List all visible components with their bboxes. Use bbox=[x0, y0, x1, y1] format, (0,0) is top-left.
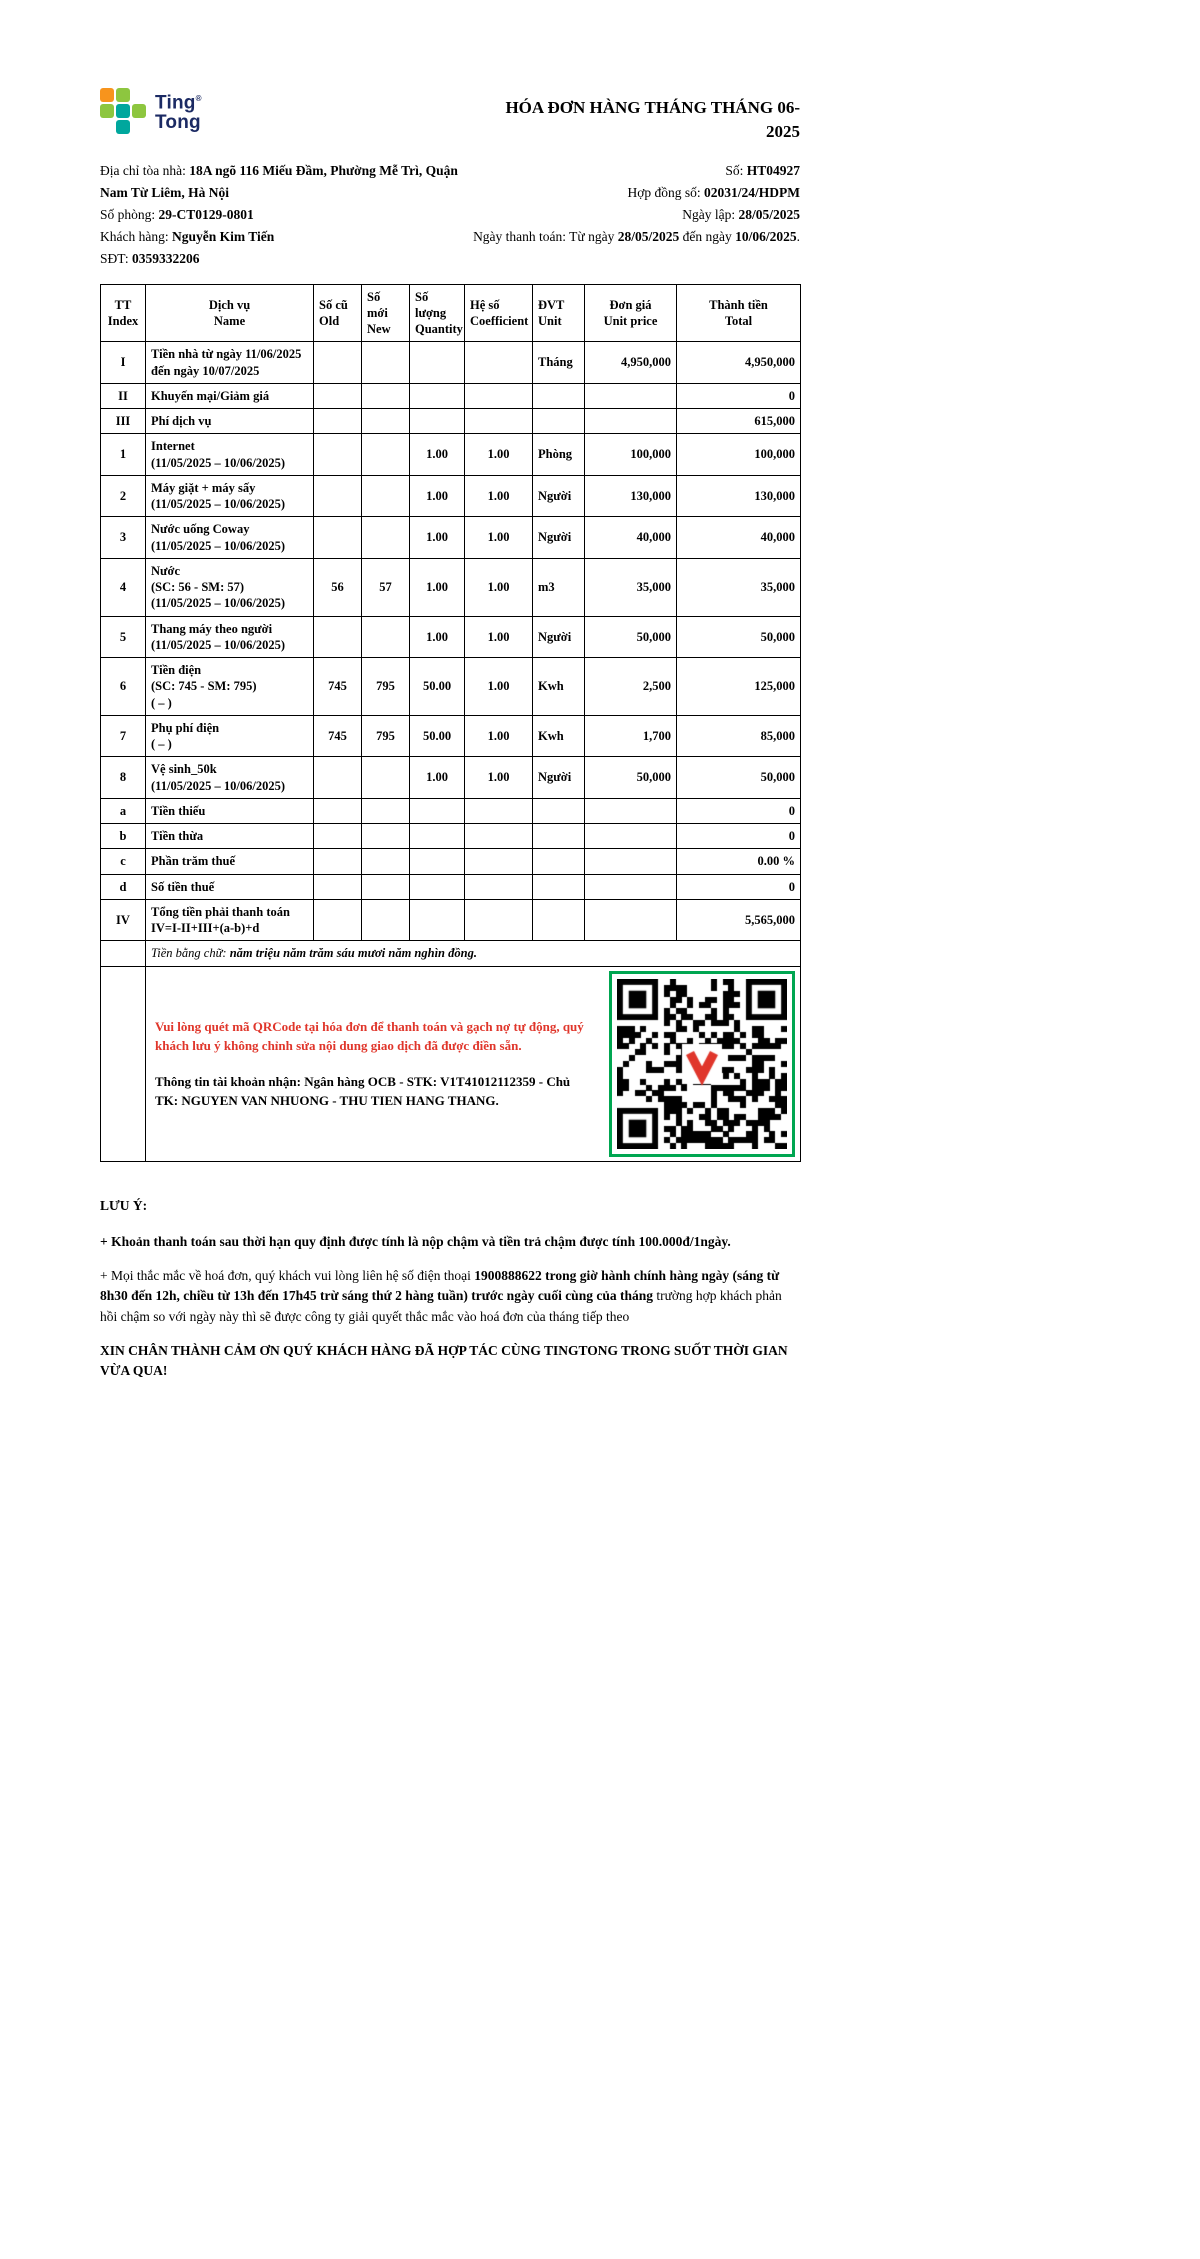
cell-coeff: 1.00 bbox=[465, 757, 533, 799]
column-header-total: Thành tiền Total bbox=[677, 284, 801, 342]
cell-unit bbox=[533, 849, 585, 874]
name-line: Tiền điện bbox=[151, 663, 202, 678]
name-line: (11/05/2025 – 10/06/2025) bbox=[151, 596, 286, 611]
cell-new bbox=[362, 849, 410, 874]
cell-unit: Phòng bbox=[533, 434, 585, 476]
service-row-7 bbox=[101, 715, 801, 757]
cell-price bbox=[585, 383, 677, 408]
cell-name bbox=[146, 757, 314, 799]
text-segment: Nguyễn Kim Tiến bbox=[171, 228, 275, 244]
info-line bbox=[473, 160, 800, 182]
payment-text bbox=[151, 1017, 595, 1111]
cell-name bbox=[146, 342, 314, 384]
cell-old bbox=[314, 342, 362, 384]
text-segment: 02031/24/HDPM bbox=[704, 184, 800, 200]
text-segment: Khách hàng: bbox=[100, 228, 172, 244]
cell-qty bbox=[410, 824, 465, 849]
cell-total: 0 bbox=[677, 824, 801, 849]
text-segment: 29-CT0129-0801 bbox=[158, 206, 254, 222]
cell-new: 57 bbox=[362, 558, 410, 616]
cell-old: 745 bbox=[314, 715, 362, 757]
text-segment: HT04927 bbox=[746, 162, 800, 178]
logo-pixel bbox=[116, 104, 130, 118]
cell-coeff: 1.00 bbox=[465, 658, 533, 716]
info-line bbox=[473, 226, 800, 248]
text-segment: + Mọi thắc mắc về hoá đơn, quý khách vui lòng liên hệ số điện thoại bbox=[100, 1268, 475, 1284]
table-header-row bbox=[101, 284, 801, 342]
cell-unit: Người bbox=[533, 517, 585, 559]
notes-section bbox=[100, 1196, 800, 1382]
cell-tt: II bbox=[101, 383, 146, 408]
cell-coeff bbox=[465, 899, 533, 941]
payment-qr-frame bbox=[609, 971, 795, 1157]
cell-price: 2,500 bbox=[585, 658, 677, 716]
cell-price: 35,000 bbox=[585, 558, 677, 616]
brand-bottom: Tong bbox=[155, 112, 201, 134]
text-segment: Số phòng: bbox=[100, 206, 159, 222]
text-segment: đến ngày bbox=[679, 228, 736, 244]
info-line bbox=[473, 204, 800, 226]
tingtong-logo-icon bbox=[100, 88, 146, 134]
cell-qty: 1.00 bbox=[410, 757, 465, 799]
page-title: HÓA ĐƠN HÀNG THÁNG THÁNG 06-2025 bbox=[505, 98, 800, 141]
note-item bbox=[100, 1232, 800, 1252]
cell-price bbox=[585, 824, 677, 849]
service-row-6 bbox=[101, 658, 801, 716]
cell-unit: Kwh bbox=[533, 715, 585, 757]
cell-tt: c bbox=[101, 849, 146, 874]
service-row-8 bbox=[101, 757, 801, 799]
text-segment: 28/05/2025 bbox=[617, 228, 680, 244]
cell-tt: 7 bbox=[101, 715, 146, 757]
cell-price: 50,000 bbox=[585, 757, 677, 799]
notes-heading: LƯU Ý: bbox=[100, 1197, 148, 1213]
info-right bbox=[473, 160, 800, 270]
cell-coeff: 1.00 bbox=[465, 475, 533, 517]
name-line: Nước uống Coway bbox=[151, 522, 250, 537]
cell-tt: I bbox=[101, 342, 146, 384]
cell-total: 0.00 % bbox=[677, 849, 801, 874]
service-row-b bbox=[101, 824, 801, 849]
service-row-a bbox=[101, 798, 801, 823]
service-row-2 bbox=[101, 475, 801, 517]
cell-tt: d bbox=[101, 874, 146, 899]
cell-coeff: 1.00 bbox=[465, 616, 533, 658]
name-line: Tiền thừa bbox=[151, 829, 204, 844]
logo-pixel bbox=[116, 88, 130, 102]
cell-new bbox=[362, 475, 410, 517]
cell-new bbox=[362, 798, 410, 823]
cell-price: 130,000 bbox=[585, 475, 677, 517]
cell-total: 615,000 bbox=[677, 409, 801, 434]
text-segment: 1900888622 trong giờ hành chính hàng ngày (sáng từ 8h30 đến 12h, chiều từ 13h đến 17h45 trừ sáng thứ 2 hàng tuần) trước ngày cuối cùng của tháng bbox=[100, 1268, 780, 1304]
logo-pixel bbox=[132, 104, 146, 118]
cell-qty bbox=[410, 409, 465, 434]
name-line: Số tiền thuế bbox=[151, 879, 215, 894]
name-line: (11/05/2025 – 10/06/2025) bbox=[151, 778, 286, 793]
cell-old: 745 bbox=[314, 658, 362, 716]
cell-coeff: 1.00 bbox=[465, 558, 533, 616]
column-header-tt: TT Index bbox=[101, 284, 146, 342]
payment-cell bbox=[146, 966, 801, 1161]
amount-in-words-row bbox=[101, 941, 801, 966]
cell-old bbox=[314, 824, 362, 849]
cell-tt: 1 bbox=[101, 434, 146, 476]
cell-coeff bbox=[465, 849, 533, 874]
info-line bbox=[100, 204, 458, 226]
column-header-qty: Số lượng Quantity bbox=[410, 284, 465, 342]
cell-old bbox=[314, 517, 362, 559]
cell-old bbox=[314, 616, 362, 658]
amount-in-words-label: Tiền bằng chữ: bbox=[151, 946, 230, 961]
cell-qty: 1.00 bbox=[410, 616, 465, 658]
cell-total: 35,000 bbox=[677, 558, 801, 616]
cell-qty bbox=[410, 342, 465, 384]
cell-tt: 8 bbox=[101, 757, 146, 799]
cell-total: 85,000 bbox=[677, 715, 801, 757]
cell-new: 795 bbox=[362, 715, 410, 757]
name-line: Máy giặt + máy sấy bbox=[151, 480, 256, 495]
payment-row bbox=[101, 966, 801, 1161]
column-header-new: Số mới New bbox=[362, 284, 410, 342]
service-row-5 bbox=[101, 616, 801, 658]
column-header-price: Đơn giá Unit price bbox=[585, 284, 677, 342]
info-line bbox=[100, 226, 458, 248]
name-line: Tổng tiền phải thanh toán bbox=[151, 904, 290, 919]
service-row-I bbox=[101, 342, 801, 384]
cell-tt: 4 bbox=[101, 558, 146, 616]
name-line: Phí dịch vụ bbox=[151, 414, 212, 429]
amount-in-words-value: năm triệu năm trăm sáu mươi năm nghìn đồng. bbox=[229, 946, 477, 961]
cell-name bbox=[146, 558, 314, 616]
cell-new bbox=[362, 824, 410, 849]
info-line bbox=[100, 160, 458, 182]
cell-name bbox=[146, 383, 314, 408]
cell-total: 50,000 bbox=[677, 616, 801, 658]
text-segment: Địa chỉ tòa nhà: bbox=[100, 162, 190, 178]
name-line: (11/05/2025 – 10/06/2025) bbox=[151, 538, 286, 553]
cell-unit: Người bbox=[533, 616, 585, 658]
cell-total: 0 bbox=[677, 798, 801, 823]
cell-total: 50,000 bbox=[677, 757, 801, 799]
note-item bbox=[100, 1266, 800, 1327]
name-line: Khuyến mại/Giảm giá bbox=[151, 388, 270, 403]
text-segment: - Chủ TK: bbox=[155, 1073, 571, 1109]
text-segment: 18A ngõ 116 Miếu Đầm, Phường Mễ Trì, Quận bbox=[189, 162, 458, 178]
cell-old bbox=[314, 383, 362, 408]
cell-tt: 6 bbox=[101, 658, 146, 716]
tingtong-logo bbox=[100, 88, 202, 134]
cell-name bbox=[146, 874, 314, 899]
cell-tt: 3 bbox=[101, 517, 146, 559]
cell-old bbox=[314, 409, 362, 434]
cell-new bbox=[362, 342, 410, 384]
cell-unit bbox=[533, 824, 585, 849]
cell-qty bbox=[410, 899, 465, 941]
column-header-unit: ĐVT Unit bbox=[533, 284, 585, 342]
cell-unit: Tháng bbox=[533, 342, 585, 384]
name-line: Nước bbox=[151, 563, 180, 578]
logo-pixel bbox=[116, 120, 130, 134]
service-row-II bbox=[101, 383, 801, 408]
cell-price bbox=[585, 849, 677, 874]
name-line: Thang máy theo người bbox=[151, 621, 273, 636]
qr-payment-notice: Vui lòng quét mã QRCode tại hóa đơn để thanh toán và gạch nợ tự động, quý khách lưu ý không chỉnh sửa nội dung giao dịch đã được điền sẵn. bbox=[155, 1018, 584, 1054]
cell-coeff bbox=[465, 409, 533, 434]
text-segment: Nam Từ Liêm, Hà Nội bbox=[100, 184, 229, 200]
text-segment: 0359332206 bbox=[131, 250, 200, 266]
cell-total: 130,000 bbox=[677, 475, 801, 517]
cell-price: 1,700 bbox=[585, 715, 677, 757]
cell-new: 795 bbox=[362, 658, 410, 716]
info-line bbox=[473, 182, 800, 204]
cell-coeff bbox=[465, 874, 533, 899]
cell-tt: 2 bbox=[101, 475, 146, 517]
text-segment: . bbox=[495, 1093, 499, 1109]
empty-cell bbox=[101, 966, 146, 1161]
cell-qty: 50.00 bbox=[410, 715, 465, 757]
name-line: Internet bbox=[151, 439, 195, 454]
payment-account-info bbox=[155, 1072, 595, 1111]
column-header-old: Số cũ Old bbox=[314, 284, 362, 342]
text-segment: Hợp đồng số: bbox=[627, 184, 704, 200]
logo-pixel bbox=[100, 104, 114, 118]
name-line: ( – ) bbox=[151, 737, 172, 752]
cell-unit: Người bbox=[533, 757, 585, 799]
cell-total: 125,000 bbox=[677, 658, 801, 716]
cell-name bbox=[146, 475, 314, 517]
cell-unit bbox=[533, 798, 585, 823]
cell-new bbox=[362, 434, 410, 476]
cell-name bbox=[146, 899, 314, 941]
cell-qty: 1.00 bbox=[410, 475, 465, 517]
cell-qty bbox=[410, 849, 465, 874]
cell-total: 0 bbox=[677, 874, 801, 899]
cell-name bbox=[146, 715, 314, 757]
cell-coeff bbox=[465, 342, 533, 384]
cell-qty: 50.00 bbox=[410, 658, 465, 716]
name-line: Tiền thiếu bbox=[151, 803, 206, 818]
cell-price bbox=[585, 899, 677, 941]
cell-new bbox=[362, 899, 410, 941]
text-segment: trường hợp khách phản hồi chậm so với ngày này thì sẽ được công ty giải quyết thắc mắc vào hoá đơn của tháng tiếp theo bbox=[100, 1288, 782, 1324]
notes-closing: XIN CHÂN THÀNH CẢM ƠN QUÝ KHÁCH HÀNG ĐÃ HỢP TÁC CÙNG TINGTONG TRONG SUỐT THỜI GIAN VỪA QUA! bbox=[100, 1342, 788, 1379]
name-line: (11/05/2025 – 10/06/2025) bbox=[151, 497, 286, 512]
info-left bbox=[100, 160, 458, 270]
name-line: (11/05/2025 – 10/06/2025) bbox=[151, 455, 286, 470]
cell-name bbox=[146, 658, 314, 716]
cell-price: 50,000 bbox=[585, 616, 677, 658]
cell-coeff: 1.00 bbox=[465, 434, 533, 476]
text-segment: V1T41012112359 bbox=[440, 1073, 536, 1089]
invoice-table bbox=[100, 284, 801, 1162]
invoice-info bbox=[100, 160, 800, 270]
invoice-table-body bbox=[101, 342, 801, 941]
name-line: (SC: 745 - SM: 795) bbox=[151, 679, 257, 694]
cell-total: 0 bbox=[677, 383, 801, 408]
empty-cell bbox=[101, 941, 146, 966]
cell-total: 40,000 bbox=[677, 517, 801, 559]
cell-total: 5,565,000 bbox=[677, 899, 801, 941]
cell-new bbox=[362, 409, 410, 434]
cell-tt: b bbox=[101, 824, 146, 849]
service-row-4 bbox=[101, 558, 801, 616]
invoice-table-head bbox=[101, 284, 801, 342]
cell-qty: 1.00 bbox=[410, 558, 465, 616]
cell-qty bbox=[410, 798, 465, 823]
cell-coeff bbox=[465, 798, 533, 823]
notes-list bbox=[100, 1232, 800, 1327]
payment-qr-code bbox=[617, 979, 787, 1149]
info-line bbox=[100, 182, 458, 204]
cell-new bbox=[362, 383, 410, 408]
cell-unit bbox=[533, 899, 585, 941]
cell-new bbox=[362, 757, 410, 799]
text-segment: 10/06/2025 bbox=[735, 228, 797, 244]
logo-pixel bbox=[100, 88, 114, 102]
service-row-c bbox=[101, 849, 801, 874]
cell-price: 100,000 bbox=[585, 434, 677, 476]
name-line: Vệ sinh_50k bbox=[151, 762, 217, 777]
cell-coeff: 1.00 bbox=[465, 715, 533, 757]
name-line: (SC: 56 - SM: 57) bbox=[151, 580, 245, 595]
invoice-table-footer bbox=[101, 941, 801, 1161]
cell-new bbox=[362, 874, 410, 899]
cell-old bbox=[314, 434, 362, 476]
name-line: Tiền nhà từ ngày 11/06/2025 bbox=[151, 347, 302, 362]
cell-new bbox=[362, 616, 410, 658]
name-line: (11/05/2025 – 10/06/2025) bbox=[151, 637, 286, 652]
cell-unit bbox=[533, 874, 585, 899]
cell-unit: Kwh bbox=[533, 658, 585, 716]
cell-name bbox=[146, 616, 314, 658]
name-line: đến ngày 10/07/2025 bbox=[151, 363, 260, 378]
registered-mark: ® bbox=[195, 93, 202, 103]
logo-pixel bbox=[132, 88, 146, 102]
cell-tt: a bbox=[101, 798, 146, 823]
logo-pixel bbox=[100, 120, 114, 134]
cell-old bbox=[314, 849, 362, 874]
name-line: Phụ phí điện bbox=[151, 720, 220, 735]
cell-old: 56 bbox=[314, 558, 362, 616]
service-row-III bbox=[101, 409, 801, 434]
cell-old bbox=[314, 798, 362, 823]
cell-name bbox=[146, 434, 314, 476]
text-segment: Số: bbox=[725, 162, 747, 178]
cell-price: 4,950,000 bbox=[585, 342, 677, 384]
cell-qty: 1.00 bbox=[410, 434, 465, 476]
service-row-3 bbox=[101, 517, 801, 559]
cell-old bbox=[314, 757, 362, 799]
text-segment: . bbox=[796, 228, 800, 244]
brand-top: Ting bbox=[155, 92, 196, 114]
cell-name bbox=[146, 798, 314, 823]
cell-coeff bbox=[465, 824, 533, 849]
amount-in-words-cell bbox=[146, 941, 801, 966]
cell-coeff: 1.00 bbox=[465, 517, 533, 559]
logo-pixel bbox=[132, 120, 146, 134]
cell-total: 100,000 bbox=[677, 434, 801, 476]
text-segment: Ngày lập: bbox=[682, 206, 739, 222]
cell-coeff bbox=[465, 383, 533, 408]
text-segment: SĐT: bbox=[100, 250, 132, 266]
cell-old bbox=[314, 899, 362, 941]
invoice-header bbox=[100, 0, 800, 144]
cell-new bbox=[362, 517, 410, 559]
service-row-IV bbox=[101, 899, 801, 941]
cell-qty bbox=[410, 874, 465, 899]
text-segment: NGUYEN VAN NHUONG - THU TIEN HANG THANG bbox=[181, 1093, 496, 1109]
cell-tt: IV bbox=[101, 899, 146, 941]
cell-price bbox=[585, 409, 677, 434]
service-row-d bbox=[101, 874, 801, 899]
cell-unit: Người bbox=[533, 475, 585, 517]
cell-old bbox=[314, 874, 362, 899]
cell-unit bbox=[533, 383, 585, 408]
name-line: IV=I-II+III+(a-b)+d bbox=[151, 921, 260, 936]
cell-total: 4,950,000 bbox=[677, 342, 801, 384]
cell-price bbox=[585, 798, 677, 823]
cell-tt: III bbox=[101, 409, 146, 434]
column-header-name: Dịch vụ Name bbox=[146, 284, 314, 342]
tingtong-wordmark bbox=[155, 89, 202, 133]
cell-price: 40,000 bbox=[585, 517, 677, 559]
text-segment: Ngày thanh toán: Từ ngày bbox=[473, 228, 618, 244]
payment-section bbox=[151, 971, 795, 1157]
cell-name bbox=[146, 517, 314, 559]
cell-name bbox=[146, 849, 314, 874]
cell-tt: 5 bbox=[101, 616, 146, 658]
text-segment: Thông tin tài khoản nhận: Ngân hàng OCB - STK: bbox=[155, 1073, 441, 1089]
text-segment: + Khoản thanh toán sau thời hạn quy định được tính là nộp chậm và tiền trả chậm được tính 100.000đ/1ngày. bbox=[100, 1233, 731, 1249]
cell-old bbox=[314, 475, 362, 517]
cell-name bbox=[146, 409, 314, 434]
cell-unit: m3 bbox=[533, 558, 585, 616]
cell-qty: 1.00 bbox=[410, 517, 465, 559]
name-line: ( – ) bbox=[151, 695, 172, 710]
info-line bbox=[100, 248, 458, 270]
cell-unit bbox=[533, 409, 585, 434]
invoice-document bbox=[100, 0, 800, 1381]
text-segment: 28/05/2025 bbox=[738, 206, 800, 222]
column-header-coeff: Hệ số Coefficient bbox=[465, 284, 533, 342]
service-row-1 bbox=[101, 434, 801, 476]
cell-name bbox=[146, 824, 314, 849]
cell-qty bbox=[410, 383, 465, 408]
name-line: Phần trăm thuế bbox=[151, 854, 236, 869]
cell-price bbox=[585, 874, 677, 899]
